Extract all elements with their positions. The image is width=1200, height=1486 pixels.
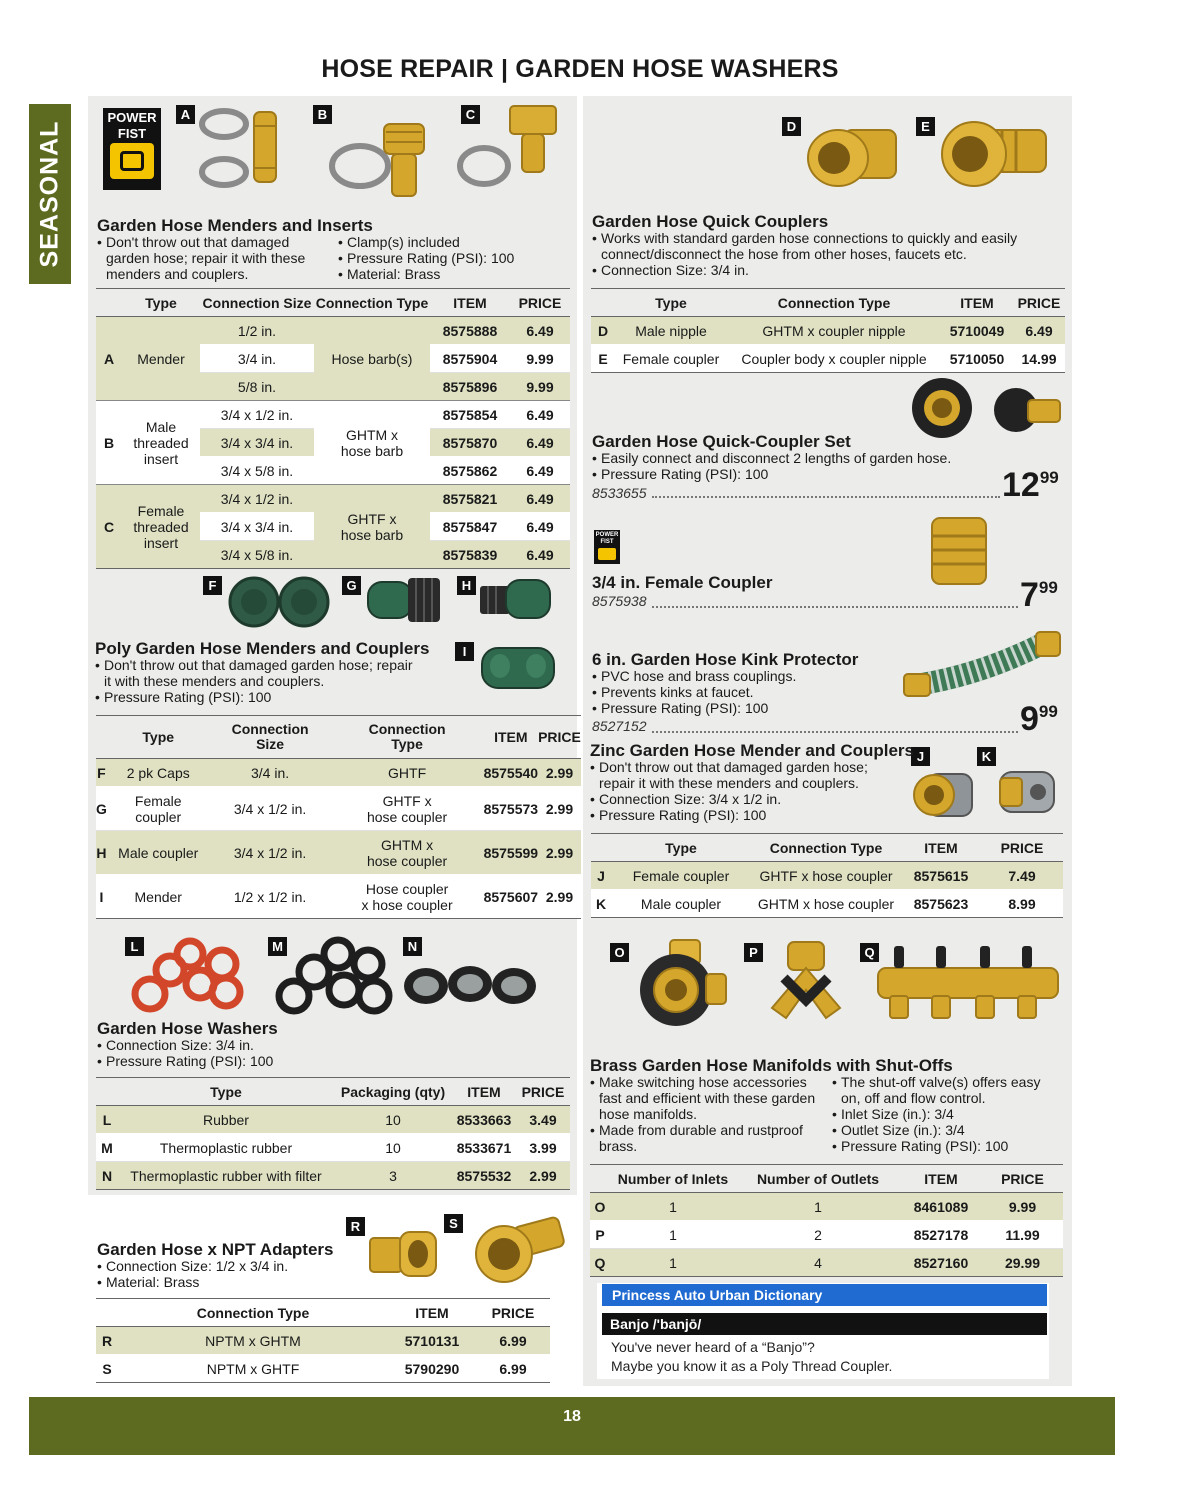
badge-p: P [744, 943, 763, 962]
table-row: M Thermoplastic rubber 10 8533671 3.99 [96, 1134, 570, 1162]
zinc-bullet: • Don't throw out that damaged garden hose; repair it with these menders and couplers. [590, 759, 895, 791]
badge-s: S [444, 1214, 463, 1233]
femalecoupler-leader [652, 606, 1018, 608]
badge-q: Q [860, 943, 879, 962]
poly-table [96, 715, 581, 919]
manifold-col-letter [590, 1165, 610, 1193]
npt-bullet: • Material: Brass [97, 1274, 357, 1290]
npt-table [96, 1298, 550, 1383]
page-number: 18 [563, 1408, 581, 1425]
poly-cap-icon [226, 574, 334, 630]
quick-table [591, 288, 1065, 373]
table-row: D Male nipple GHTM x coupler nipple 5710049 6.49 [591, 317, 1065, 345]
badge-e: E [916, 117, 935, 136]
female-threaded-insert-icon [454, 104, 564, 204]
manifold-col-item: ITEM [900, 1165, 982, 1193]
washers-col-price: PRICE [516, 1078, 570, 1106]
badge-n: N [403, 937, 422, 956]
zinc-col-letter [591, 834, 611, 862]
single-manifold-icon [630, 938, 730, 1034]
washers-table [96, 1077, 570, 1190]
quickset-sku: 8533655 [592, 485, 647, 501]
kink-bullet: • Prevents kinks at faucet. [592, 684, 892, 700]
menders-col-conn: Connection Type [314, 289, 430, 317]
poly-col-item: ITEM [484, 716, 539, 759]
male-threaded-insert-icon [324, 114, 439, 204]
kink-price: $9^{99}$ [1020, 700, 1058, 738]
badge-o: O [610, 943, 629, 962]
table-row: B Male threaded insert 3/4 x 1/2 in. GHTM x hose barb 8575854 6.49 [96, 401, 570, 429]
dictionary-header: Princess Auto Urban Dictionary [602, 1284, 1047, 1306]
section-tab [29, 104, 71, 284]
quickset-leader [652, 496, 1000, 498]
kink-bullet: • PVC hose and brass couplings. [592, 668, 892, 684]
menders-col-price: PRICE [510, 289, 570, 317]
menders-table [96, 288, 570, 569]
washers-bullet: • Connection Size: 3/4 in. [97, 1037, 397, 1053]
poly-title: Poly Garden Hose Menders and Couplers [95, 639, 430, 658]
washers-col-qty: Packaging (qty) [334, 1078, 452, 1106]
poly-male-coupler-icon [478, 572, 553, 626]
badge-f: F [203, 576, 222, 595]
washers-col-letter [96, 1078, 118, 1106]
menders-bullet: • Clamp(s) included [338, 234, 568, 250]
npt-ghtm-adapter-icon [366, 1224, 440, 1284]
manifold-bullet: • Made from durable and rustproof brass. [590, 1122, 826, 1154]
washers-bullets [97, 1037, 397, 1069]
badge-m: M [268, 937, 287, 956]
kink-bullet: • Pressure Rating (PSI): 100 [592, 700, 892, 716]
quick-bullets [592, 230, 1062, 278]
male-nipple-icon [804, 120, 900, 192]
menders-col-type: Type [122, 289, 200, 317]
table-row: R NPTM x GHTM 5710131 6.99 [96, 1327, 550, 1355]
quick-col-item: ITEM [941, 289, 1013, 317]
npt-ghtf-adapter-icon [468, 1214, 568, 1284]
femalecoupler-price: $7^{99}$ [1020, 576, 1058, 614]
poly-col-size: Connection Size [210, 716, 331, 759]
table-row: E Female coupler Coupler body x coupler nipple 5710050 14.99 [591, 345, 1065, 373]
kink-sku: 8527152 [592, 718, 647, 734]
table-row: 3/4 x 3/4 in. 8575847 6.49 [96, 513, 570, 541]
zinc-col-conn: Connection Type [751, 834, 901, 862]
quick-col-type: Type [615, 289, 727, 317]
table-row: 5/8 in. 8575896 9.99 [96, 373, 570, 401]
badge-k: K [977, 747, 996, 766]
zinc-col-price: PRICE [981, 834, 1063, 862]
washers-bullet: • Pressure Rating (PSI): 100 [97, 1053, 397, 1069]
femalecoupler-sku: 8575938 [592, 593, 647, 609]
quickset-title: Garden Hose Quick-Coupler Set [592, 432, 851, 451]
table-row: A Mender 1/2 in. Hose barb(s) 8575888 6.49 [96, 317, 570, 345]
fist-icon [598, 548, 616, 560]
menders-bullet: • Material: Brass [338, 266, 568, 282]
dictionary-word: Banjo /'banjō/ [602, 1313, 1047, 1335]
menders-title: Garden Hose Menders and Inserts [97, 216, 373, 235]
badge-g: G [342, 576, 361, 595]
power-fist-logo-small: POWER FIST [594, 530, 620, 564]
four-way-manifold-icon [870, 938, 1066, 1024]
poly-female-coupler-icon [364, 572, 444, 626]
poly-bullet: • Don't throw out that damaged garden hose; repair it with these menders and couplers. [95, 657, 415, 689]
quick-col-conn: Connection Type [727, 289, 941, 317]
quick-bullet: • Connection Size: 3/4 in. [592, 262, 1062, 278]
zinc-col-type: Type [611, 834, 751, 862]
washers-col-item: ITEM [452, 1078, 516, 1106]
table-row: N Thermoplastic rubber with filter 3 8575532 2.99 [96, 1162, 570, 1190]
menders-bullet: • Don't throw out that damaged garden hose; repair it with these menders and couplers. [97, 234, 332, 282]
manifold-bullet: • Make switching hose accessories fast and efficient with these garden hose manifolds. [590, 1074, 826, 1122]
page-footer [29, 1397, 1115, 1455]
table-row: O 1 1 8461089 9.99 [590, 1193, 1063, 1221]
manifold-col-inlets: Number of Inlets [610, 1165, 736, 1193]
two-way-manifold-icon [758, 938, 854, 1028]
female-quick-coupler-icon [928, 516, 990, 586]
zinc-title: Zinc Garden Hose Mender and Couplers [590, 741, 915, 760]
manifold-bullets-left [590, 1074, 826, 1154]
manifold-table [590, 1164, 1063, 1277]
menders-bullets-left [97, 234, 332, 282]
table-row: S NPTM x GHTF 5790290 6.99 [96, 1355, 550, 1383]
quick-coupler-set-icon [908, 376, 1064, 442]
poly-col-conn: Connection Type [331, 716, 484, 759]
quickset-bullet: • Easily connect and disconnect 2 lengths of garden hose. [592, 450, 992, 466]
menders-col-letter [96, 289, 122, 317]
table-row: I Mender 1/2 x 1/2 in. Hose coupler x hose coupler 8575607 2.99 [96, 875, 581, 919]
poly-col-type: Type [107, 716, 210, 759]
manifold-bullet: • Outlet Size (in.): 3/4 [832, 1122, 1057, 1138]
badge-c: C [461, 105, 480, 124]
table-row: J Female coupler GHTF x hose coupler 8575615 7.49 [591, 862, 1063, 890]
washers-col-type: Type [118, 1078, 334, 1106]
table-row: 3/4 x 5/8 in. 8575862 6.49 [96, 457, 570, 485]
zinc-table [591, 833, 1063, 918]
manifold-col-outlets: Number of Outlets [736, 1165, 900, 1193]
kink-leader [652, 731, 1018, 733]
zinc-bullets [590, 759, 895, 823]
manifold-bullet: • The shut-off valve(s) offers easy on, off and flow control. [832, 1074, 1057, 1106]
poly-col-price: PRICE [538, 716, 581, 759]
table-row: P 1 2 8527178 11.99 [590, 1221, 1063, 1249]
table-row: G Female coupler 3/4 x 1/2 in. GHTF x hose coupler 8575573 2.99 [96, 787, 581, 831]
npt-col-item: ITEM [388, 1299, 476, 1327]
table-row: 3/4 x 5/8 in. 8575839 6.49 [96, 541, 570, 569]
quickset-price: $12^{99}$ [1002, 466, 1059, 504]
dictionary-line-1: You've never heard of a “Banjo”? [611, 1339, 815, 1355]
npt-col-conn: Connection Type [118, 1299, 388, 1327]
thermoplastic-washer-icon [270, 934, 400, 1024]
zinc-male-coupler-icon [996, 764, 1060, 820]
badge-l: L [125, 937, 144, 956]
badge-i: I [455, 642, 474, 661]
npt-col-letter [96, 1299, 118, 1327]
poly-mender-icon [478, 640, 558, 695]
quick-bullet: • Works with standard garden hose connections to quickly and easily connect/disconnect the hose from other hoses, faucets etc. [592, 230, 1062, 262]
femalecoupler-title: 3/4 in. Female Coupler [592, 573, 773, 592]
table-row: H Male coupler 3/4 x 1/2 in. GHTM x hose coupler 8575599 2.99 [96, 831, 581, 875]
zinc-col-item: ITEM [901, 834, 981, 862]
badge-j: J [911, 747, 930, 766]
npt-col-price: PRICE [476, 1299, 550, 1327]
quick-title: Garden Hose Quick Couplers [592, 212, 829, 231]
quick-col-letter [591, 289, 615, 317]
zinc-bullet: • Pressure Rating (PSI): 100 [590, 807, 895, 823]
badge-a: A [176, 105, 195, 124]
manifold-bullets-right [832, 1074, 1057, 1154]
manifold-bullet: • Pressure Rating (PSI): 100 [832, 1138, 1057, 1154]
poly-bullets [95, 657, 415, 705]
poly-bullet: • Pressure Rating (PSI): 100 [95, 689, 415, 705]
manifold-col-price: PRICE [982, 1165, 1063, 1193]
female-coupler-icon [938, 116, 1050, 192]
filter-washer-icon [400, 960, 540, 1010]
kink-title: 6 in. Garden Hose Kink Protector [592, 650, 859, 669]
menders-col-item: ITEM [430, 289, 510, 317]
hose-clamp-mender-icon [196, 104, 286, 199]
rubber-washer-icon [126, 934, 251, 1019]
badge-b: B [313, 105, 332, 124]
menders-bullet: • Pressure Rating (PSI): 100 [338, 250, 568, 266]
washers-title: Garden Hose Washers [97, 1019, 278, 1038]
table-row: 3/4 in. 8575904 9.99 [96, 345, 570, 373]
table-row: C Female threaded insert 3/4 x 1/2 in. GHTF x hose barb 8575821 6.49 [96, 485, 570, 513]
zinc-female-coupler-icon [912, 768, 976, 822]
table-row: K Male coupler GHTM x hose coupler 8575623 8.99 [591, 890, 1063, 918]
quickset-bullets [592, 450, 992, 482]
npt-title: Garden Hose x NPT Adapters [97, 1240, 334, 1259]
page-title: HOSE REPAIR | GARDEN HOSE WASHERS [321, 55, 839, 83]
kink-bullets [592, 668, 892, 716]
table-row: L Rubber 10 8533663 3.49 [96, 1106, 570, 1134]
badge-r: R [346, 1217, 365, 1236]
table-row: Q 1 4 8527160 29.99 [590, 1249, 1063, 1277]
section-tab-label: SEASONAL [35, 120, 64, 268]
npt-bullet: • Connection Size: 1/2 x 3/4 in. [97, 1258, 357, 1274]
fist-icon [110, 143, 154, 179]
manifold-title: Brass Garden Hose Manifolds with Shut-Offs [590, 1056, 953, 1075]
power-fist-logo: POWER FIST [103, 108, 161, 190]
npt-bullets [97, 1258, 357, 1290]
poly-col-letter [96, 716, 107, 759]
table-row: 3/4 x 3/4 in. 8575870 6.49 [96, 429, 570, 457]
zinc-bullet: • Connection Size: 3/4 x 1/2 in. [590, 791, 895, 807]
menders-bullets-right [338, 234, 568, 282]
quick-col-price: PRICE [1013, 289, 1065, 317]
dictionary-line-2: Maybe you know it as a Poly Thread Coupler. [611, 1358, 893, 1374]
menders-col-size: Connection Size [200, 289, 314, 317]
badge-d: D [782, 117, 801, 136]
badge-h: H [457, 576, 476, 595]
quickset-bullet: • Pressure Rating (PSI): 100 [592, 466, 992, 482]
manifold-bullet: • Inlet Size (in.): 3/4 [832, 1106, 1057, 1122]
table-row: F 2 pk Caps 3/4 in. GHTF 8575540 2.99 [96, 759, 581, 787]
kink-protector-icon [902, 624, 1062, 704]
